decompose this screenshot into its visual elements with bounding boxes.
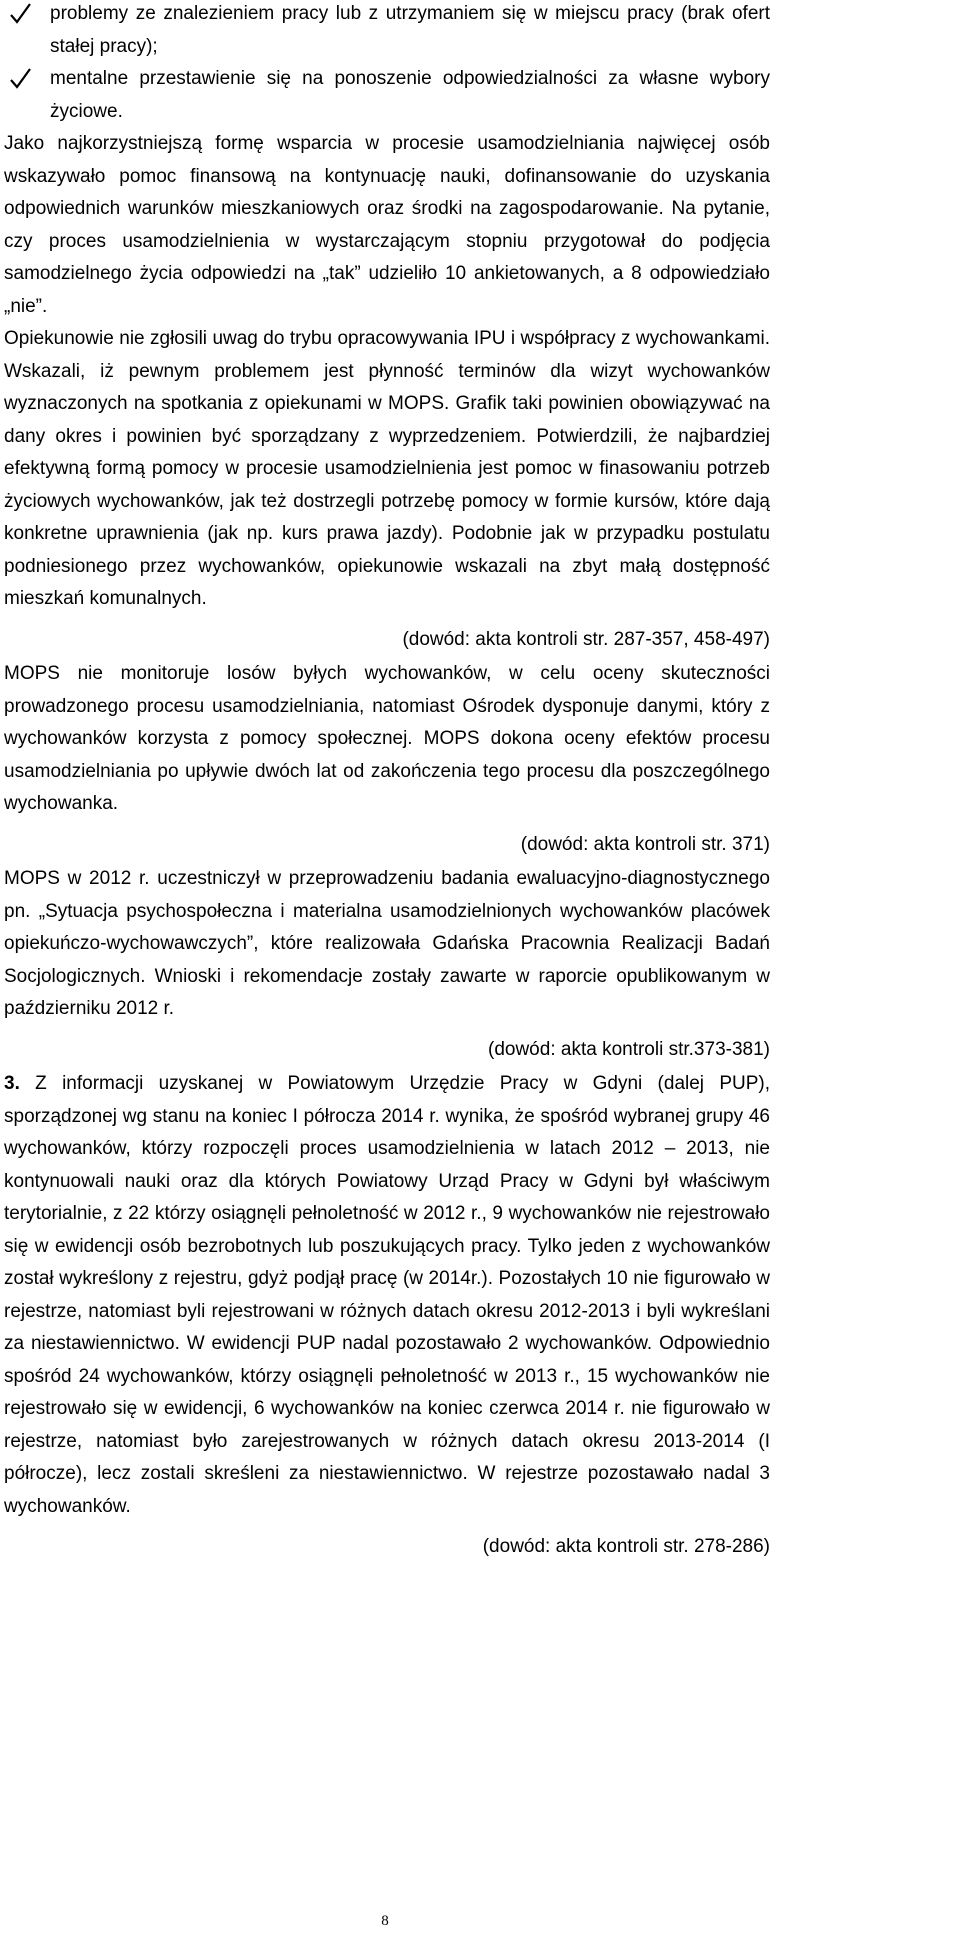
bullet-item (4, 0, 770, 63)
evidence-reference: (dowód: akta kontroli str. 371) (520, 833, 770, 855)
bullet-text: mentalne przestawienie się na ponoszenie odpowiedzialności za własne wybory życiowe. (50, 68, 770, 122)
checkmark-icon (8, 0, 34, 30)
evidence-reference: (dowód: akta kontroli str. 287-357, 458-497) (402, 628, 770, 650)
page-content (4, 0, 770, 1566)
evidence-reference: (dowód: akta kontroli str. 278-286) (482, 1536, 770, 1557)
bullet-item (4, 63, 770, 128)
paragraph-monitoring: MOPS nie monitoruje losów byłych wychowanków, w celu oceny skuteczności prowadzonego procesu usamodzielniania, natomiast Ośrodek dysponuje danymi, który z wychowanków korzysta z pomocy społecznej. MOPS dokona oceny efektów procesu usamodzielniania po upływie dwóch lat od zakończenia tego procesu dla poszczególnego wychowanka. (4, 663, 770, 814)
paragraph-pup-text: Z informacji uzyskanej w Powiatowym Urzędzie Pracy w Gdyni (dalej PUP), sporządzonej wg stanu na koniec I półrocza 2014 r. wynika, że spośród wybranej grupy 46 wychowanków, którzy rozpoczęli proces usamodzielnienia w latach 2012 – 2013, nie kontynuowali nauki oraz dla których Powiatowy Urząd Pracy w Gdyni był właściwym terytorialnie, z 22 którzy osiągnęli pełnoletność w 2012 r., 9 wychowanków nie rejestrowało się w ewidencji osób bezrobotnych lub poszukujących pracy. Tylko jeden z wychowanków został wykreślony z rejestru, gdyż podjął pracę (w 2014r.). Pozostałych 10 nie figurowało w rejestrze, natomiast byli rejestrowani w różnych datach okresu 2012-2013 i byli wykreślani za niestawiennictwo. W ewidencji PUP nadal pozostawało 2 wychowanków. Odpowiednio spośród 24 wychowanków, którzy osiągnęli pełnoletność w 2013 r., 15 wychowanków nie rejestrowało się w ewidencji, 6 wychowanków na koniec czerwca 2014 r. nie figurowało w rejestrze, natomiast było zarejestrowanych w różnych datach okresu 2013-2014 (I półrocze), lecz zostali skreśleni za niestawiennictwo. W rejestrze pozostawało nadal 3 wychowanków. (4, 1073, 770, 1517)
paragraph-guardians: Opiekunowie nie zgłosili uwag do trybu opracowywania IPU i współpracy z wychowankami. Wskazali, iż pewnym problemem jest płynność terminów dla wizyt wychowanków wyznaczonych na spotkania z opiekunami w MOPS. Grafik taki powinien obowiązywać na dany okres i powinien być sporządzany z wyprzedzeniem. Potwierdzili, że najbardziej efektywną formą pomocy w procesie usamodzielnienia jest pomoc w finasowaniu potrzeb życiowych wychowanków, jak też dostrzegli potrzebę pomocy w formie kursów, które dają konkretne uprawnienia (jak np. kurs prawa jazdy). Podobnie jak w przypadku postulatu podniesionego przez wychowanków, opiekunowie wskazali na zbyt małą dostępność mieszkań komunalnych. (4, 328, 770, 609)
paragraph-support-forms: Jako najkorzystniejszą formę wsparcia w procesie usamodzielniania najwięcej osób wskazywało pomoc finansową na kontynuację nauki, dofinansowanie do uzyskania odpowiednich warunków mieszkaniowych oraz środki na zagospodarowanie. Na pytanie, czy proces usamodzielnienia w wystarczającym stopniu przygotował do podjęcia samodzielnego życia odpowiedzi na „tak” udzieliło 10 ankietowanych, a 8 odpowiedziało „nie”. (4, 133, 770, 317)
page-number: 8 (381, 1913, 389, 1929)
checkmark-icon (8, 63, 34, 95)
section-number: 3. (4, 1073, 20, 1094)
bullet-text: problemy ze znalezieniem pracy lub z utrzymaniem się w miejscu pracy (brak ofert stałej pracy); (50, 3, 770, 57)
paragraph-study: MOPS w 2012 r. uczestniczył w przeprowadzeniu badania ewaluacyjno-diagnostycznego pn. „Sytuacja psychospołeczna i materialna usamodzielnionych wychowanków placówek opiekuńczo-wychowawczych”, które realizowała Gdańska Pracownia Realizacji Badań Socjologicznych. Wnioski i rekomendacje zostały zawarte w raporcie opublikowanym w październiku 2012 r. (4, 868, 770, 1019)
paragraph-pup (4, 1068, 770, 1523)
evidence-reference: (dowód: akta kontroli str.373-381) (488, 1038, 770, 1060)
